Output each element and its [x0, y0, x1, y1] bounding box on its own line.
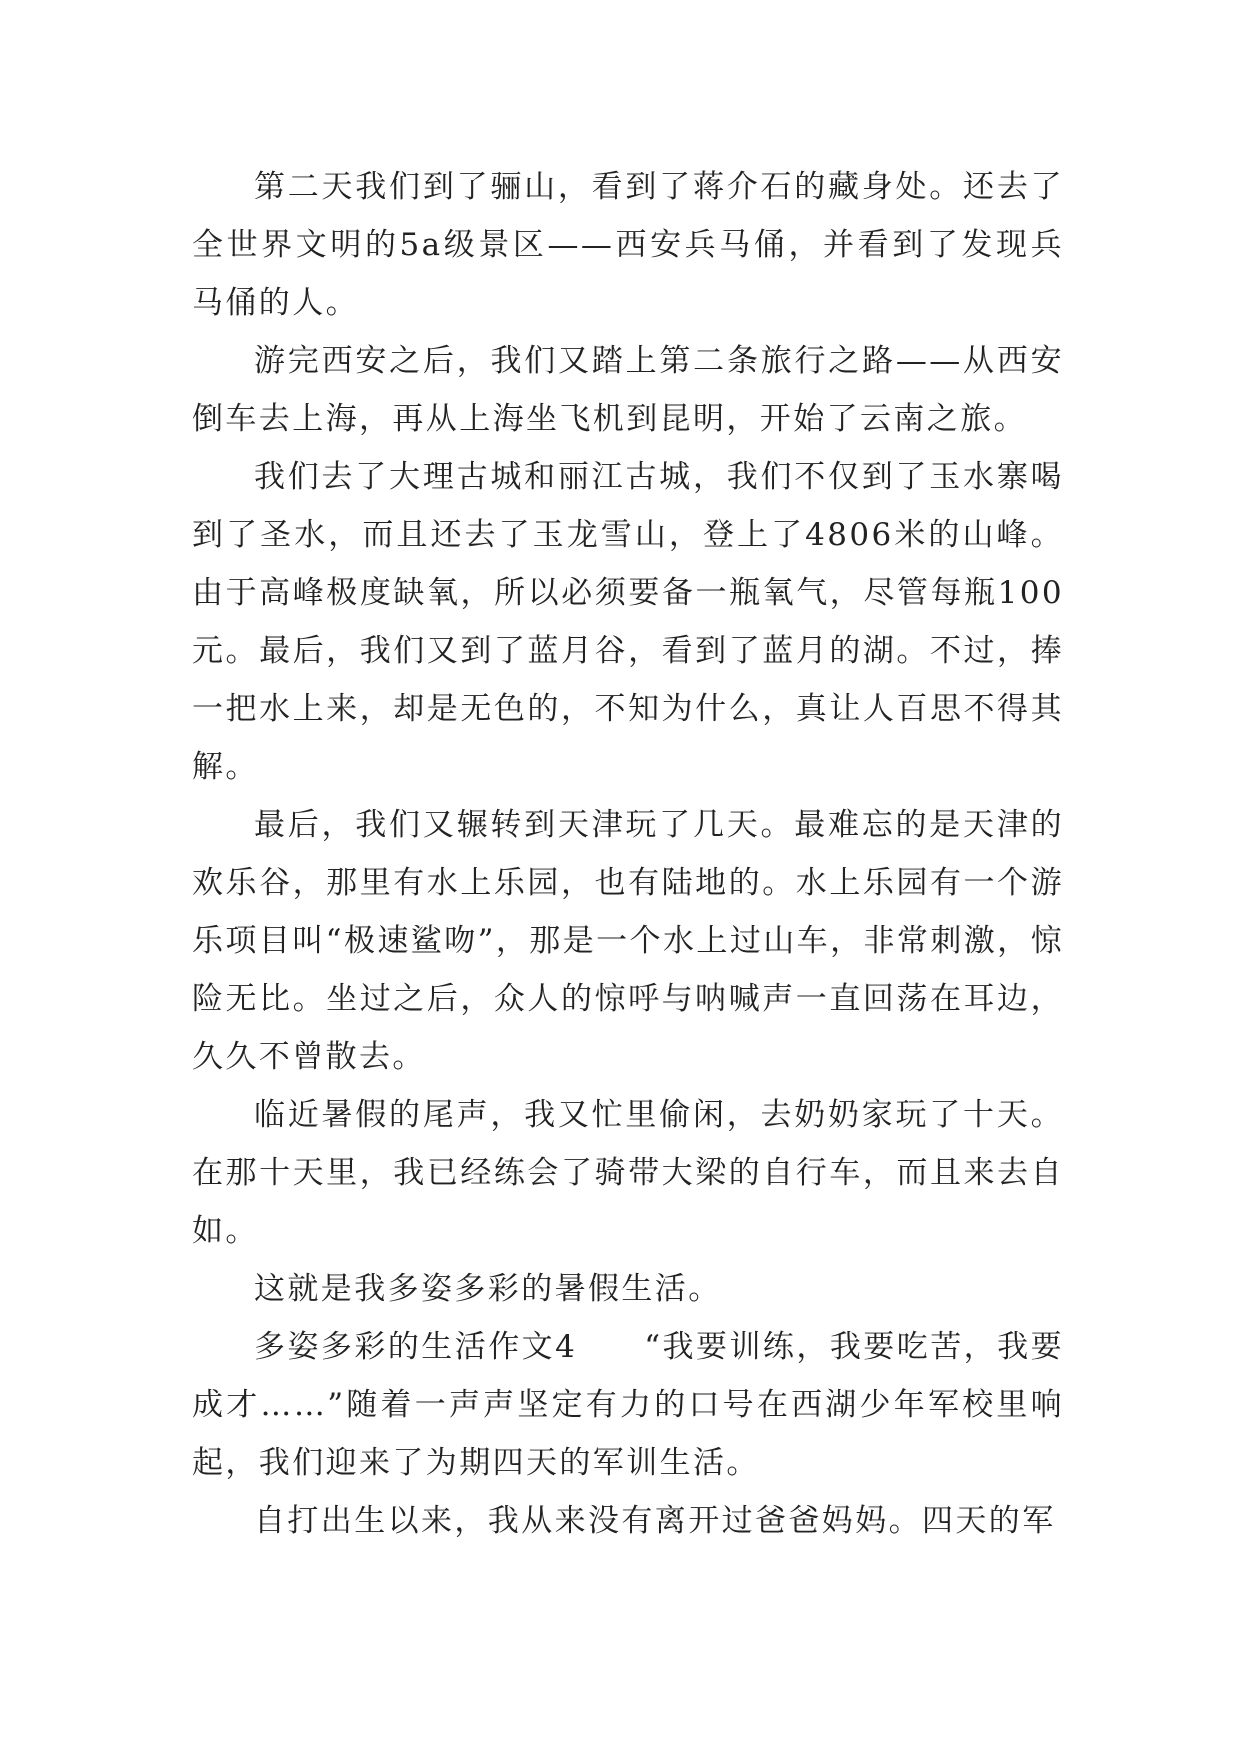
paragraph: 自打出生以来，我从来没有离开过爸爸妈妈。四天的军 — [254, 1503, 1056, 1539]
paragraph: 多姿多彩的生活作文4 “我要训练，我要吃苦，我要成才……”随着一声声坚定有力的口号在西湖少年军校里响起，我们迎来了为期四天的军训生活。 — [192, 1329, 1064, 1481]
paragraph: 这就是我多姿多彩的暑假生活。 — [254, 1271, 722, 1307]
paragraph: 我们去了大理古城和丽江古城，我们不仅到了玉水寨喝到了圣水，而且还去了玉龙雪山，登上了4806米的山峰。由于高峰极度缺氧，所以必须要备一瓶氧气，尽管每瓶100元。最后，我们又到了蓝月谷，看到了蓝月的湖。不过，捧一把水上来，却是无色的，不知为什么，真让人百思不得其解。 — [192, 459, 1064, 785]
body-text — [192, 158, 1064, 1550]
paragraph: 最后，我们又辗转到天津玩了几天。最难忘的是天津的欢乐谷，那里有水上乐园，也有陆地的。水上乐园有一个游乐项目叫“极速鲨吻”，那是一个水上过山车，非常刺激，惊险无比。坐过之后，众人的惊呼与呐喊声一直回荡在耳边，久久不曾散去。 — [192, 807, 1064, 1075]
paragraph: 临近暑假的尾声，我又忙里偷闲，去奶奶家玩了十天。在那十天里，我已经练会了骑带大梁的自行车，而且来去自如。 — [192, 1097, 1064, 1249]
paragraph: 第二天我们到了骊山，看到了蒋介石的藏身处。还去了全世界文明的5a级景区——西安兵马俑，并看到了发现兵马俑的人。 — [192, 169, 1064, 321]
paragraph: 游完西安之后，我们又踏上第二条旅行之路——从西安倒车去上海，再从上海坐飞机到昆明，开始了云南之旅。 — [192, 343, 1064, 437]
